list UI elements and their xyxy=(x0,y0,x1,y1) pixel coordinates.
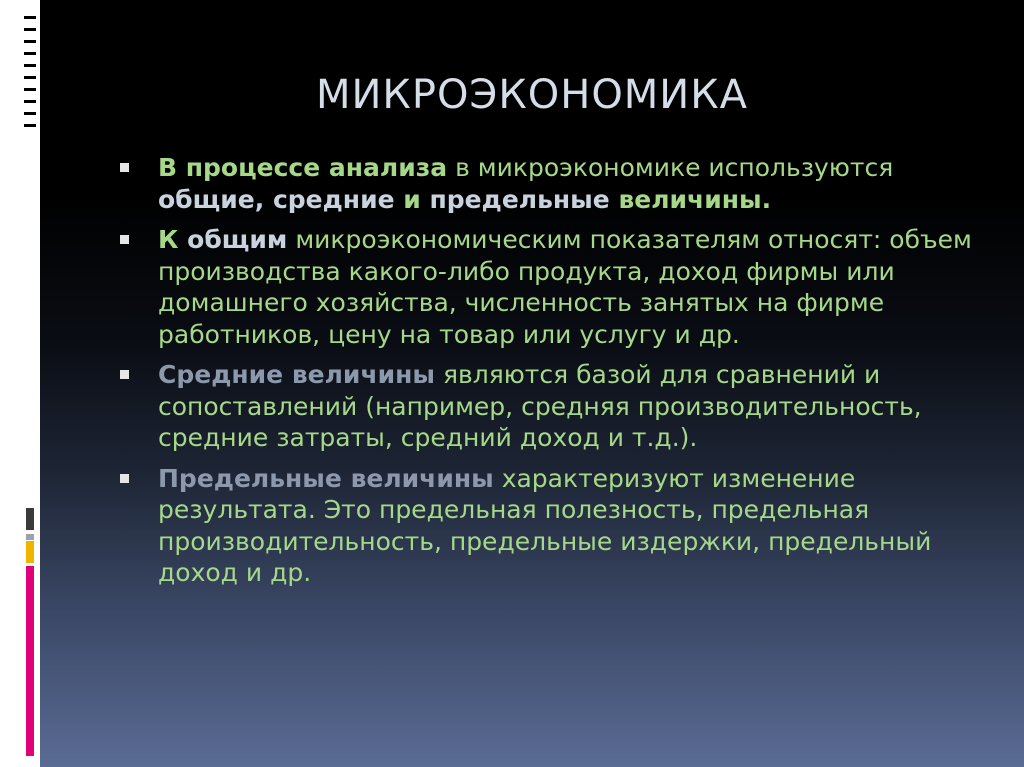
decorative-bar-dark xyxy=(26,508,34,530)
bullet-text-segment: величины. xyxy=(609,184,772,214)
bullet-text-segment: В процессе анализа xyxy=(158,153,448,182)
bullet-text-segment: и xyxy=(394,184,430,214)
bullet-text-segment: характеризуют изменение результата. Это предельная полезность, предельная производительность, предельные издержки, предельный доход и др. xyxy=(158,463,932,587)
slide xyxy=(40,0,1024,767)
bullet-item xyxy=(118,224,988,350)
bullet-item xyxy=(118,359,988,454)
decorative-bar-gray xyxy=(26,534,34,540)
bullet-text-segment: являются базой для сравнений и сопоставлений (например, средняя производительность, средние затраты, средний доход и т.д.). xyxy=(158,360,922,452)
bullet-square-icon xyxy=(120,370,129,379)
bullet-item xyxy=(118,152,988,215)
decorative-bar-yellow xyxy=(26,541,34,563)
bullet-text-segment: Предельные величины xyxy=(158,463,494,493)
bullet-text-segment: Средние величины xyxy=(158,360,436,389)
bullet-text-segment: в микроэкономике используются xyxy=(447,153,894,182)
decorative-bar-magenta xyxy=(26,566,34,756)
bullet-item xyxy=(118,463,988,589)
bullet-list xyxy=(118,152,988,598)
bullet-text-segment: микроэкономическим показателям относят: объем производства какого-либо продукта, доход фирмы или домашнего хозяйства, численность занятых на фирме работников, цену на товар или услугу и др. xyxy=(158,225,972,349)
bullet-text-segment: предельные xyxy=(429,184,610,214)
bullet-text-segment: общим xyxy=(187,225,288,254)
bullet-square-icon xyxy=(120,163,129,172)
bullet-text-segment: общие, средние xyxy=(158,184,395,214)
slide-title: МИКРОЭКОНОМИКА xyxy=(315,72,748,118)
bullet-square-icon xyxy=(120,235,129,244)
bullet-text-segment: К xyxy=(158,225,188,254)
bullet-square-icon xyxy=(120,474,129,483)
slide-left-margin xyxy=(0,0,40,767)
